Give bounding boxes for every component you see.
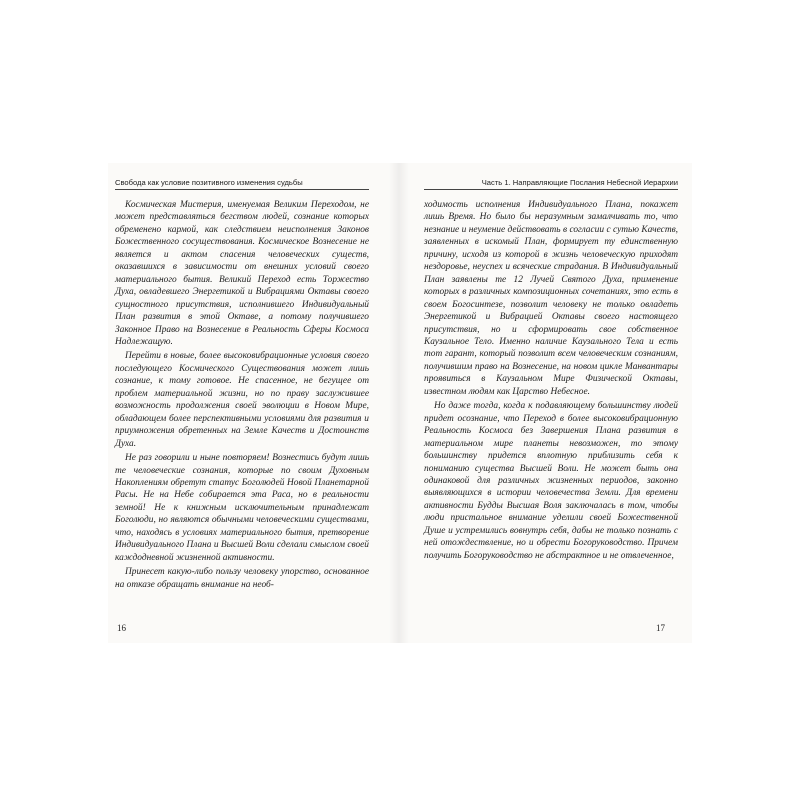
running-head-left: Свобода как условие позитивного изменения судьбы [115, 178, 369, 190]
paragraph: Не раз говорили и ныне повторяем! Вознестись будут лишь те человеческие сознания, которые по своим Духовным Накоплениям обретут статус Боголюдей Новой Планетарной Расы. Не на Небе собирается эта Раса, но в реальности земной! Не к книжным исключительным принадлежат Боголюди, но являются обычными человеческими существами, что, находясь в условиях материального бытия, претворение Индивидуального Плана и Высшей Воли сделали смыслом своей каждодневной жизненной активности. [115, 453, 369, 563]
right-page-body [424, 199, 678, 562]
paragraph: ходимость исполнения Индивидуального Плана, покажет лишь Время. Но было бы неразумным замалчивать то, что незнание и неумение действовать в согласии с сутью Качеств, заявленных в искомый План, формирует ту единственную причину, исходя из которой в жизнь человеческую приходят нездоровье, неуспех и всяческие страдания. В Индивидуальный План заявлены те 12 Лучей Святого Духа, применение которых в различных композиционных сочетаниях, это есть в своем Богосинтезе, позволит человеку не только овладеть Энергетикой и Вибрацией Октавы своего настоящего присутствия, но и сформировать свое собственное Каузальное Тело. Именно наличие Каузального Тела и есть тот гарант, который позволит всем человеческим сознаниям, получившим право на Вознесение, на новом цикле Манвантары проявиться в Каузальном Мире Физической Октавы, известном людям как Царство Небесное. [424, 200, 678, 397]
book-gutter [389, 163, 409, 643]
left-page [115, 178, 369, 593]
paragraph: Перейти в новые, более высоковибрационные условия своего последующего Космического Существования может лишь сознание, к тому готовое. Не спасенное, не бегущее от проблем материальной жизни, но по праву заслужившее возможность продолжения своей эволюции в Новом Мире, обладающем более перспективными условиями для развития и приумножения обретенных на Земле Качеств и Достоинств Духа. [115, 351, 369, 449]
paragraph: Принесет какую-либо пользу человеку упорство, основанное на отказе обращать внимание на необ- [115, 567, 369, 590]
left-page-body [115, 199, 369, 591]
page-number-right: 17 [656, 623, 665, 633]
running-head-right: Часть 1. Направляющие Послания Небесной Иерархии [424, 178, 678, 190]
paragraph: Космическая Мистерия, именуемая Великим Переходом, не может представляться бегством людей, сознание которых обременено кармой, как следствием неисполнения Законов Божественного сосуществования. Космическое Вознесение не является и актом спасения человеческих существ, оказавшихся в зависимости от внешних условий своего материального бытия. Великий Переход есть Торжество Духа, овладевшего Энергетикой и Вибрациями Октавы своего сущностного присутствия, исполнившего Индивидуальный План развития в этой Октаве, а потому получившего Законное Право на Вознесение в Реальность Сферы Космоса Надлежащую. [115, 200, 369, 347]
page-number-left: 16 [117, 623, 126, 633]
right-page [424, 178, 678, 564]
paragraph: Но даже тогда, когда к подавляющему большинству людей придет осознание, что Переход в более высоковибрационную Реальность Космоса без Завершения Плана развития в материальном мире планеты невозможен, то этому большинству придется вплотную приблизить себя к пониманию существа Высшей Воли. Не может быть она одинаковой для различных жизненных периодов, законно выявляющихся в истории человечества Земли. Для времени активности Будды Высшая Воля заключалась в том, чтобы люди пристальное внимание уделили своей Божественной Душе и устремились вовнутрь себя, дабы не только познать с ней отождествление, но и обрести Богоруководство. Причем получить Богоруководство не абстрактное и не отвлеченное, [424, 401, 678, 561]
